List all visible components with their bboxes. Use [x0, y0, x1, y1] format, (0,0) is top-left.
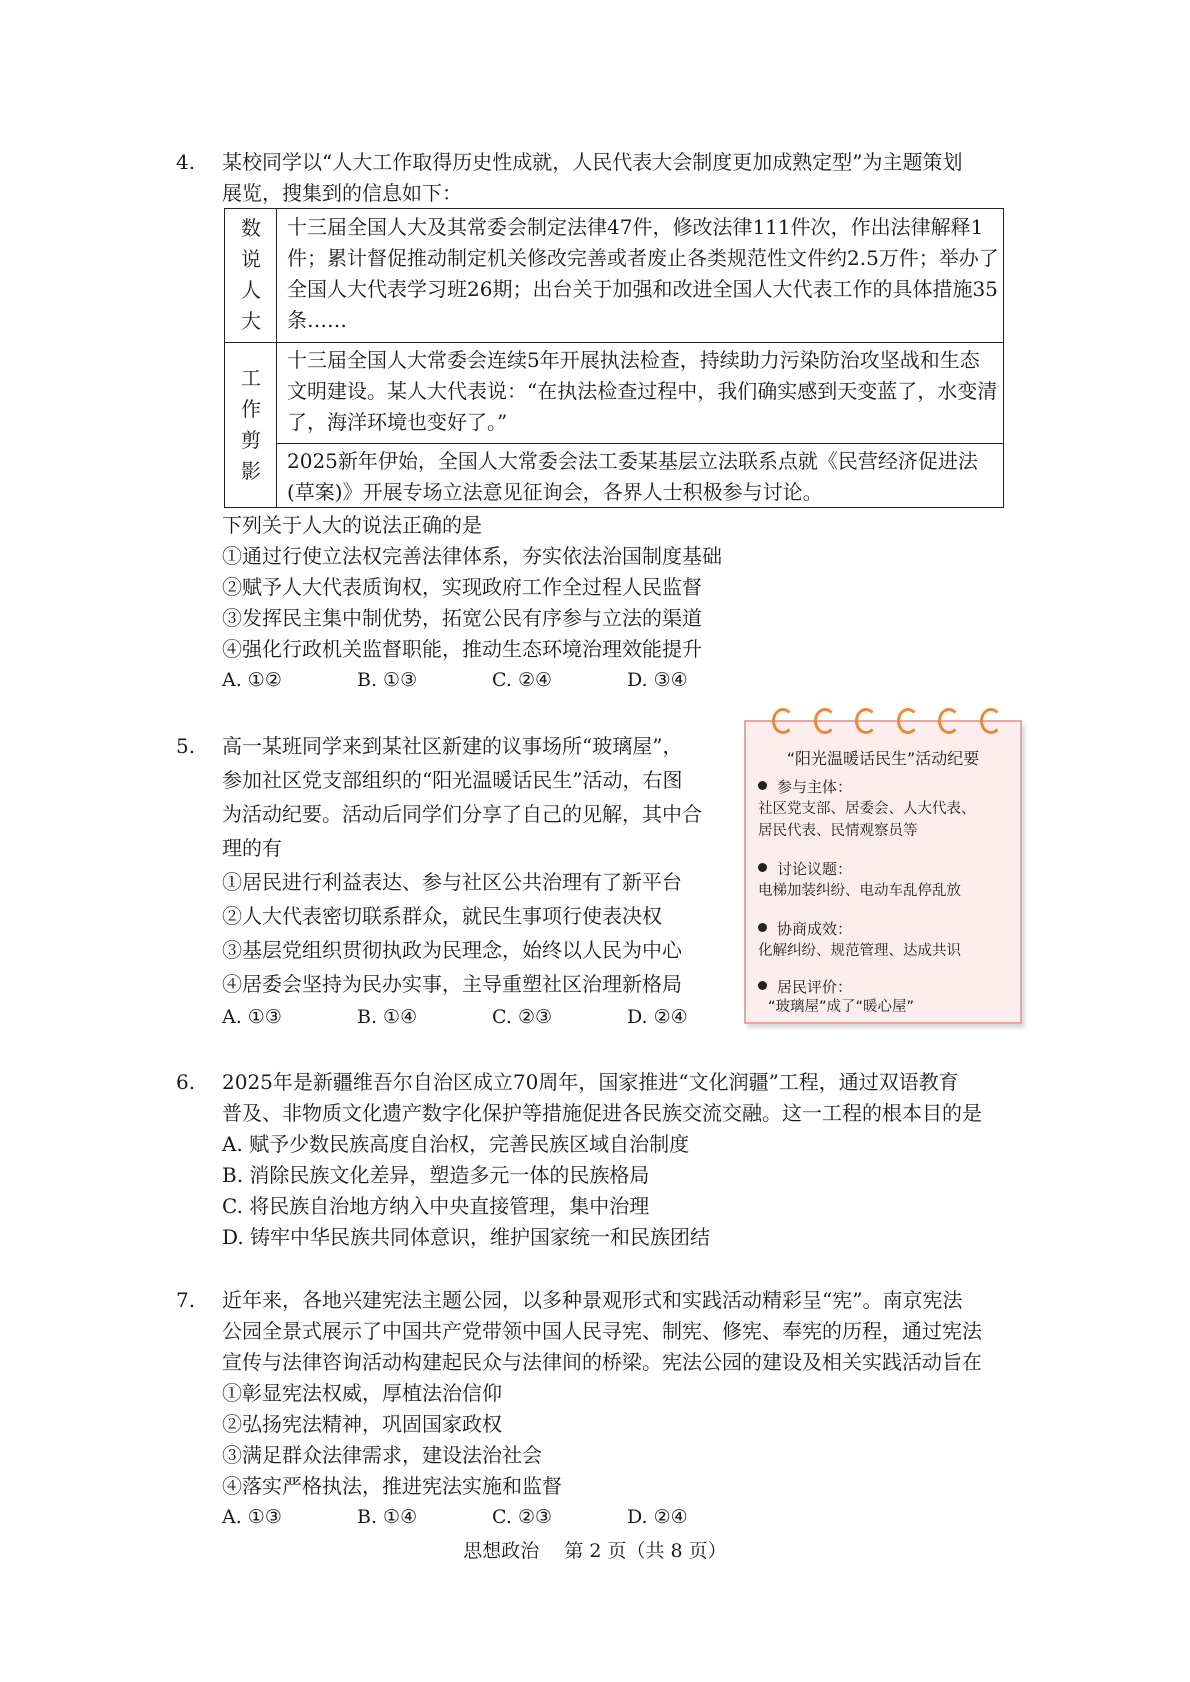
card-section-4: [758, 976, 852, 997]
q7-line-1: 近年来，各地兴建宪法主题公园，以多种景观形式和实践活动精彩呈“宪”。南京宪法: [222, 1288, 963, 1312]
card-section-1: [758, 776, 852, 797]
q4-number: 4.: [176, 150, 196, 174]
q5-options: [222, 1003, 688, 1031]
q7-option-a[interactable]: A. ①③: [222, 1506, 282, 1528]
bullet-icon: [758, 863, 767, 872]
ring-icon: [980, 708, 1002, 734]
binder-rings: [772, 708, 1002, 738]
card-text-1a: 社区党支部、居委会、人大代表、: [758, 801, 976, 817]
q7-number: 7.: [176, 1288, 196, 1312]
q6-choice-c[interactable]: C. 将民族自治地方纳入中央直接管理，集中治理: [222, 1194, 650, 1218]
q5-option-a[interactable]: A. ①③: [222, 1006, 282, 1028]
table-row: [225, 343, 1003, 507]
q5-option-c[interactable]: C. ②③: [492, 1006, 553, 1028]
bullet-icon: [758, 923, 767, 932]
ring-icon: [855, 708, 877, 734]
q7-option-b[interactable]: B. ①④: [357, 1506, 418, 1528]
card-label-4: 居民评价：: [777, 978, 853, 996]
q4-option-a[interactable]: A. ①②: [222, 669, 282, 691]
q7-item-3: ③满足群众法律需求，建设法治社会: [222, 1443, 542, 1467]
q7-item-4: ④落实严格执法，推进宪法实施和监督: [222, 1474, 562, 1498]
row2-divider: [277, 443, 1003, 444]
q7-option-d[interactable]: D. ②④: [627, 1506, 688, 1528]
q5-line-4: 理的有: [222, 836, 282, 860]
q7-options: [222, 1503, 688, 1531]
row1-side: [225, 209, 277, 342]
q6-line-2: 普及、非物质文化遗产数字化保护等措施促进各民族交流交融。这一工程的根本目的是: [222, 1101, 982, 1125]
q5-option-b[interactable]: B. ①④: [357, 1006, 418, 1028]
q5-line-2: 参加社区党支部组织的“阳光温暖话民生”活动，右图: [222, 768, 683, 792]
q6-line-1: 2025年是新疆维吾尔自治区成立70周年，国家推进“文化润疆”工程，通过双语教育: [222, 1070, 959, 1094]
q4-info-table: [224, 208, 1004, 508]
q7-line-3: 宣传与法律咨询活动构建起民众与法律间的桥梁。宪法公园的建设及相关实践活动旨在: [222, 1350, 982, 1374]
ring-icon: [897, 708, 919, 734]
q4-item-2: ②赋予人大代表质询权，实现政府工作全过程人民监督: [222, 575, 702, 599]
q5-line-1: 高一某班同学来到某社区新建的议事场所“玻璃屋”，: [222, 734, 683, 758]
q5-number: 5.: [176, 734, 196, 758]
q6-choice-d[interactable]: D. 铸牢中华民族共同体意识，维护国家统一和民族团结: [222, 1225, 711, 1249]
bullet-icon: [758, 781, 767, 790]
row2-label: 工作剪影: [241, 366, 261, 483]
card-label-3: 协商成效：: [777, 920, 853, 938]
activity-notice-card: [744, 720, 1022, 1024]
q4-stem-line2: 展览，搜集到的信息如下：: [222, 181, 462, 205]
card-text-3: 化解纠纷、规范管理、达成共识: [758, 943, 961, 959]
q5-item-3: ③基层党组织贯彻执政为民理念，始终以人民为中心: [222, 938, 682, 962]
q7-item-2: ②弘扬宪法精神，巩固国家政权: [222, 1412, 502, 1436]
ring-icon: [772, 708, 794, 734]
row2-text-a: 十三届全国人大常委会连续5年开展执法检查，持续助力污染防治攻坚战和生态文明建设。某人大代表说：“在执法检查过程中，我们确实感到天变蓝了，水变清了，海洋环境也变好了。”: [287, 348, 998, 434]
row1-text: 十三届全国人大及其常委会制定法律47件，修改法律111件次，作出法律解释1件；累计督促推动制定机关修改完善或者废止各类规范性文件约2.5万件；举办了全国人大代表学习班26期；出台关于加强和改进全国人大代表工作的具体措施35条……: [287, 215, 999, 332]
card-text-2: 电梯加装纠纷、电动车乱停乱放: [758, 883, 961, 899]
q7-option-c[interactable]: C. ②③: [492, 1506, 553, 1528]
ring-icon: [938, 708, 960, 734]
q4-question: 下列关于人大的说法正确的是: [222, 513, 482, 537]
q4-options: [222, 666, 688, 694]
q4-item-4: ④强化行政机关监督职能，推动生态环境治理效能提升: [222, 637, 702, 661]
q5-item-4: ④居委会坚持为民办实事，主导重塑社区治理新格局: [222, 972, 682, 996]
q4-option-b[interactable]: B. ①③: [357, 669, 418, 691]
card-section-2: [758, 858, 852, 879]
card-title: “阳光温暖话民生”活动纪要: [786, 749, 980, 768]
card-label-2: 讨论议题：: [777, 860, 853, 878]
row2-text-b: 2025新年伊始，全国人大常委会法工委某基层立法联系点就《民营经济促进法(草案)》开展专场立法意见征询会，各界人士积极参与讨论。: [287, 449, 978, 504]
q5-item-2: ②人大代表密切联系群众，就民生事项行使表决权: [222, 904, 662, 928]
q4-item-3: ③发挥民主集中制优势，拓宽公民有序参与立法的渠道: [222, 606, 702, 630]
q5-line-3: 为活动纪要。活动后同学们分享了自己的见解，其中合: [222, 802, 702, 826]
q6-choice-b[interactable]: B. 消除民族文化差异，塑造多元一体的民族格局: [222, 1163, 650, 1187]
card-text-4: “玻璃屋”成了“暖心屋”: [768, 999, 915, 1015]
q6-number: 6.: [176, 1070, 196, 1094]
q5-option-d[interactable]: D. ②④: [627, 1006, 688, 1028]
table-row: [225, 209, 1003, 343]
ring-icon: [814, 708, 836, 734]
page-footer: 思想政治 第 2 页（共 8 页）: [463, 1540, 727, 1562]
card-text-1b: 居民代表、民情观察员等: [758, 823, 918, 839]
row2-side: [225, 343, 277, 507]
q7-item-1: ①彰显宪法权威，厚植法治信仰: [222, 1381, 502, 1405]
q5-item-1: ①居民进行利益表达、参与社区公共治理有了新平台: [222, 870, 682, 894]
q4-stem-line1: 某校同学以“人大工作取得历史性成就，人民代表大会制度更加成熟定型”为主题策划: [222, 150, 963, 174]
card-section-3: [758, 918, 852, 939]
card-label-1: 参与主体：: [777, 778, 853, 796]
q7-line-2: 公园全景式展示了中国共产党带领中国人民寻宪、制宪、修宪、奉宪的历程，通过宪法: [222, 1319, 982, 1343]
q4-item-1: ①通过行使立法权完善法律体系，夯实依法治国制度基础: [222, 544, 722, 568]
q4-option-c[interactable]: C. ②④: [492, 669, 553, 691]
bullet-icon: [758, 981, 767, 990]
q6-choice-a[interactable]: A. 赋予少数民族高度自治权，完善民族区域自治制度: [222, 1132, 690, 1156]
row1-label: 数说人大: [241, 216, 261, 333]
q4-option-d[interactable]: D. ③④: [627, 669, 688, 691]
